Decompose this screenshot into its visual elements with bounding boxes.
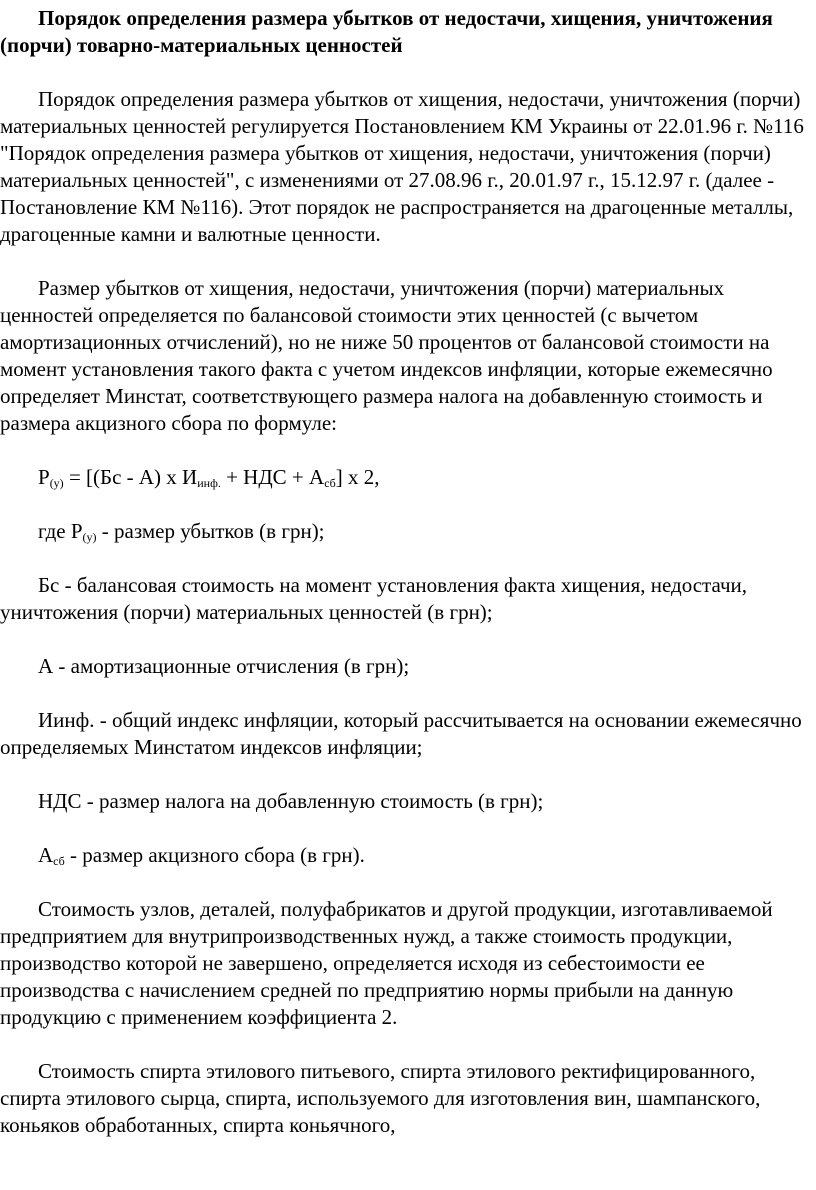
spacer — [0, 869, 806, 896]
definition-p-prefix: где Р — [38, 519, 83, 543]
formula-p-subscript: (у) — [49, 476, 64, 490]
definition-asb — [0, 842, 806, 869]
spacer — [0, 761, 806, 788]
definition-bs: Бс - балансовая стоимость на момент установления факта хищения, недостачи, уничтожения (порчи) материальных ценностей (в грн); — [0, 573, 747, 624]
spacer — [0, 626, 806, 653]
spacer — [0, 1031, 806, 1058]
formula-middle: = [(Бс - А) х И — [63, 465, 198, 489]
spacer — [0, 680, 806, 707]
paragraph-regulation: Порядок определения размера убытков от хищения, недостачи, уничтожения (порчи) материальных ценностей регулируется Постановлением КМ Украины от 22.01.96 г. №116 "Порядок определения размера убытков от хищения, недостачи, уничтожения (порчи) материальных ценностей", с изменениями от 27.08.96 г., 20.01.97 г., 15.12.97 г. (далее - Постановление КМ №116). Этот порядок не распространяется на драгоценные металлы, драгоценные камни и валютные ценности. — [0, 87, 804, 246]
document-title: Порядок определения размера убытков от недостачи, хищения, уничтожения (порчи) товарно-материальных ценностей — [0, 6, 773, 57]
definition-asb-letter: А — [38, 843, 54, 867]
spacer — [0, 545, 806, 572]
formula-end: ] х 2, — [335, 465, 380, 489]
definition-p-text: - размер убытков (в грн); — [96, 519, 325, 543]
definition-p-subscript: (у) — [82, 530, 97, 544]
spacer — [0, 491, 806, 518]
definition-asb-text: - размер акцизного сбора (в грн). — [64, 843, 365, 867]
formula — [0, 464, 806, 491]
paragraph-spirit: Стоимость спирта этилового питьевого, спирта этилового ректифицированного, спирта этилового сырца, спирта, используемого для изготовления вин, шампанского, коньяков обработанных, спирта коньячного, — [0, 1059, 761, 1137]
paragraph-components: Стоимость узлов, деталей, полуфабрикатов и другой продукции, изготавливаемой предприятием для внутрипроизводственных нужд, а также стоимость продукции, производство которой не завершено, определяется исходя из себестоимости ее производства с начислением средней по предприятию нормы прибыли на данную продукцию с применением коэффициента 2. — [0, 897, 773, 1029]
formula-plus: + НДС + А — [220, 465, 325, 489]
definition-a: А - амортизационные отчисления (в грн); — [38, 654, 410, 678]
definition-p — [0, 518, 806, 545]
spacer — [0, 815, 806, 842]
spacer — [0, 59, 806, 86]
formula-i-subscript: инф. — [197, 476, 221, 490]
paragraph-loss-size: Размер убытков от хищения, недостачи, уничтожения (порчи) материальных ценностей определяется по балансовой стоимости этих ценностей (с вычетом амортизационных отчислений), но не ниже 50 процентов от балансовой стоимости на момент установления такого факта с учетом индексов инфляции, которые ежемесячно определяет Минстат, соответствующего размера налога на добавленную стоимость и размера акцизного сбора по формуле: — [0, 276, 773, 435]
formula-a-subscript: сб — [324, 476, 336, 490]
spacer — [0, 248, 806, 275]
definition-iinf: Иинф. - общий индекс инфляции, который рассчитывается на основании ежемесячно определяемых Минстатом индексов инфляции; — [0, 708, 802, 759]
definition-asb-subscript: сб — [53, 854, 65, 868]
formula-p: Р — [38, 465, 50, 489]
spacer — [0, 437, 806, 464]
definition-nds: НДС - размер налога на добавленную стоимость (в грн); — [38, 789, 544, 813]
